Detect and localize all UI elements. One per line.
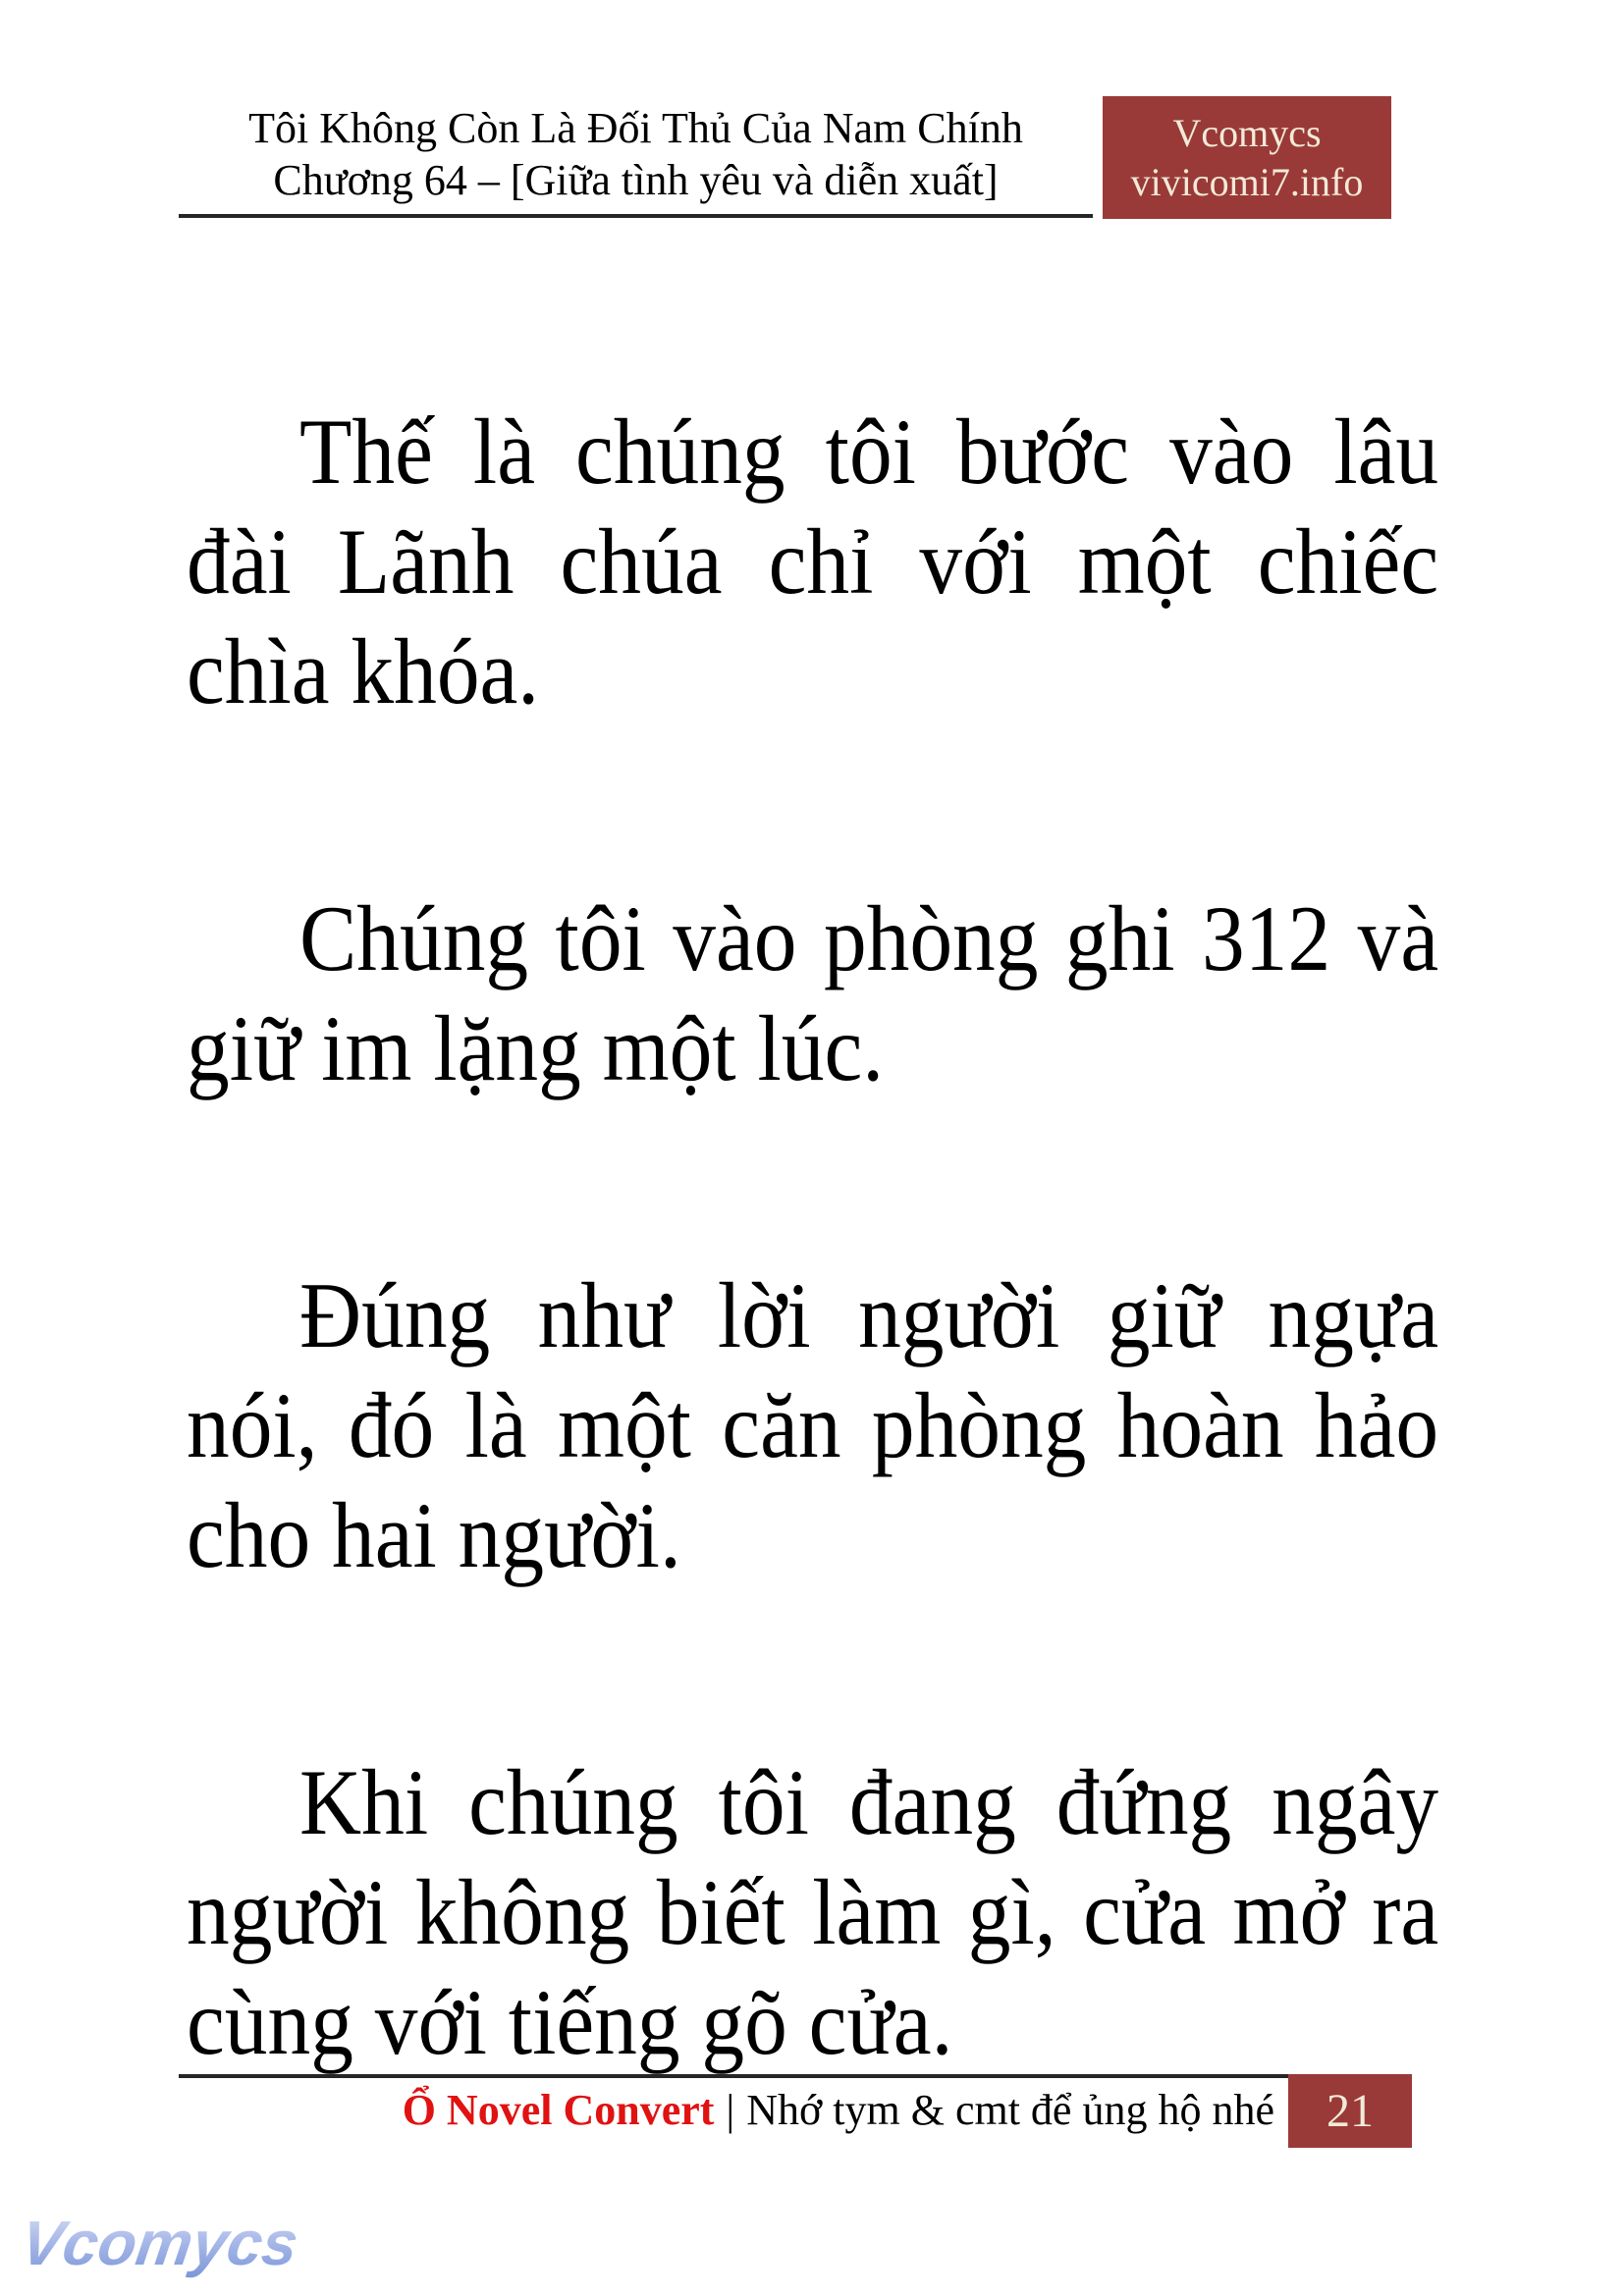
translator-name: Vcomycs [1172, 110, 1322, 155]
footer-note: Nhớ tym & cmt để ủng hộ nhé [746, 2086, 1274, 2134]
translator-badge [1103, 96, 1391, 219]
footer-credit [187, 2083, 1274, 2138]
footer-separator: | [726, 2086, 735, 2134]
book-title: Tôi Không Còn Là Đối Thủ Của Nam Chính [248, 104, 1023, 152]
footer-divider [179, 2074, 1288, 2078]
vcomycs-watermark-logo: Vcomycs [16, 2208, 303, 2278]
paragraph: Thế là chúng tôi bước vào lâu đài Lãnh chúa chỉ với một chiếc chìa khóa. [187, 400, 1439, 723]
translator-site: vivicomi7.info [1130, 159, 1364, 204]
paragraph: Đúng như lời người giữ ngựa nói, đó là một căn phòng hoàn hảo cho hai người. [187, 1263, 1439, 1587]
chapter-header [179, 102, 1093, 206]
footer-brand-label: Ổ Novel Convert [402, 2086, 715, 2134]
paragraph: Khi chúng tôi đang đứng ngây người không biết làm gì, cửa mở ra cùng với tiếng gõ cửa. [187, 1750, 1439, 2074]
page-number: 21 [1326, 2085, 1374, 2137]
page-number-badge [1288, 2074, 1412, 2148]
chapter-body [187, 397, 1438, 2234]
paragraph: Chúng tôi vào phòng ghi 312 và giữ im lặng một lúc. [187, 886, 1439, 1100]
header-divider [179, 214, 1093, 218]
chapter-title: Chương 64 – [Giữa tình yêu và diễn xuất] [273, 156, 999, 204]
